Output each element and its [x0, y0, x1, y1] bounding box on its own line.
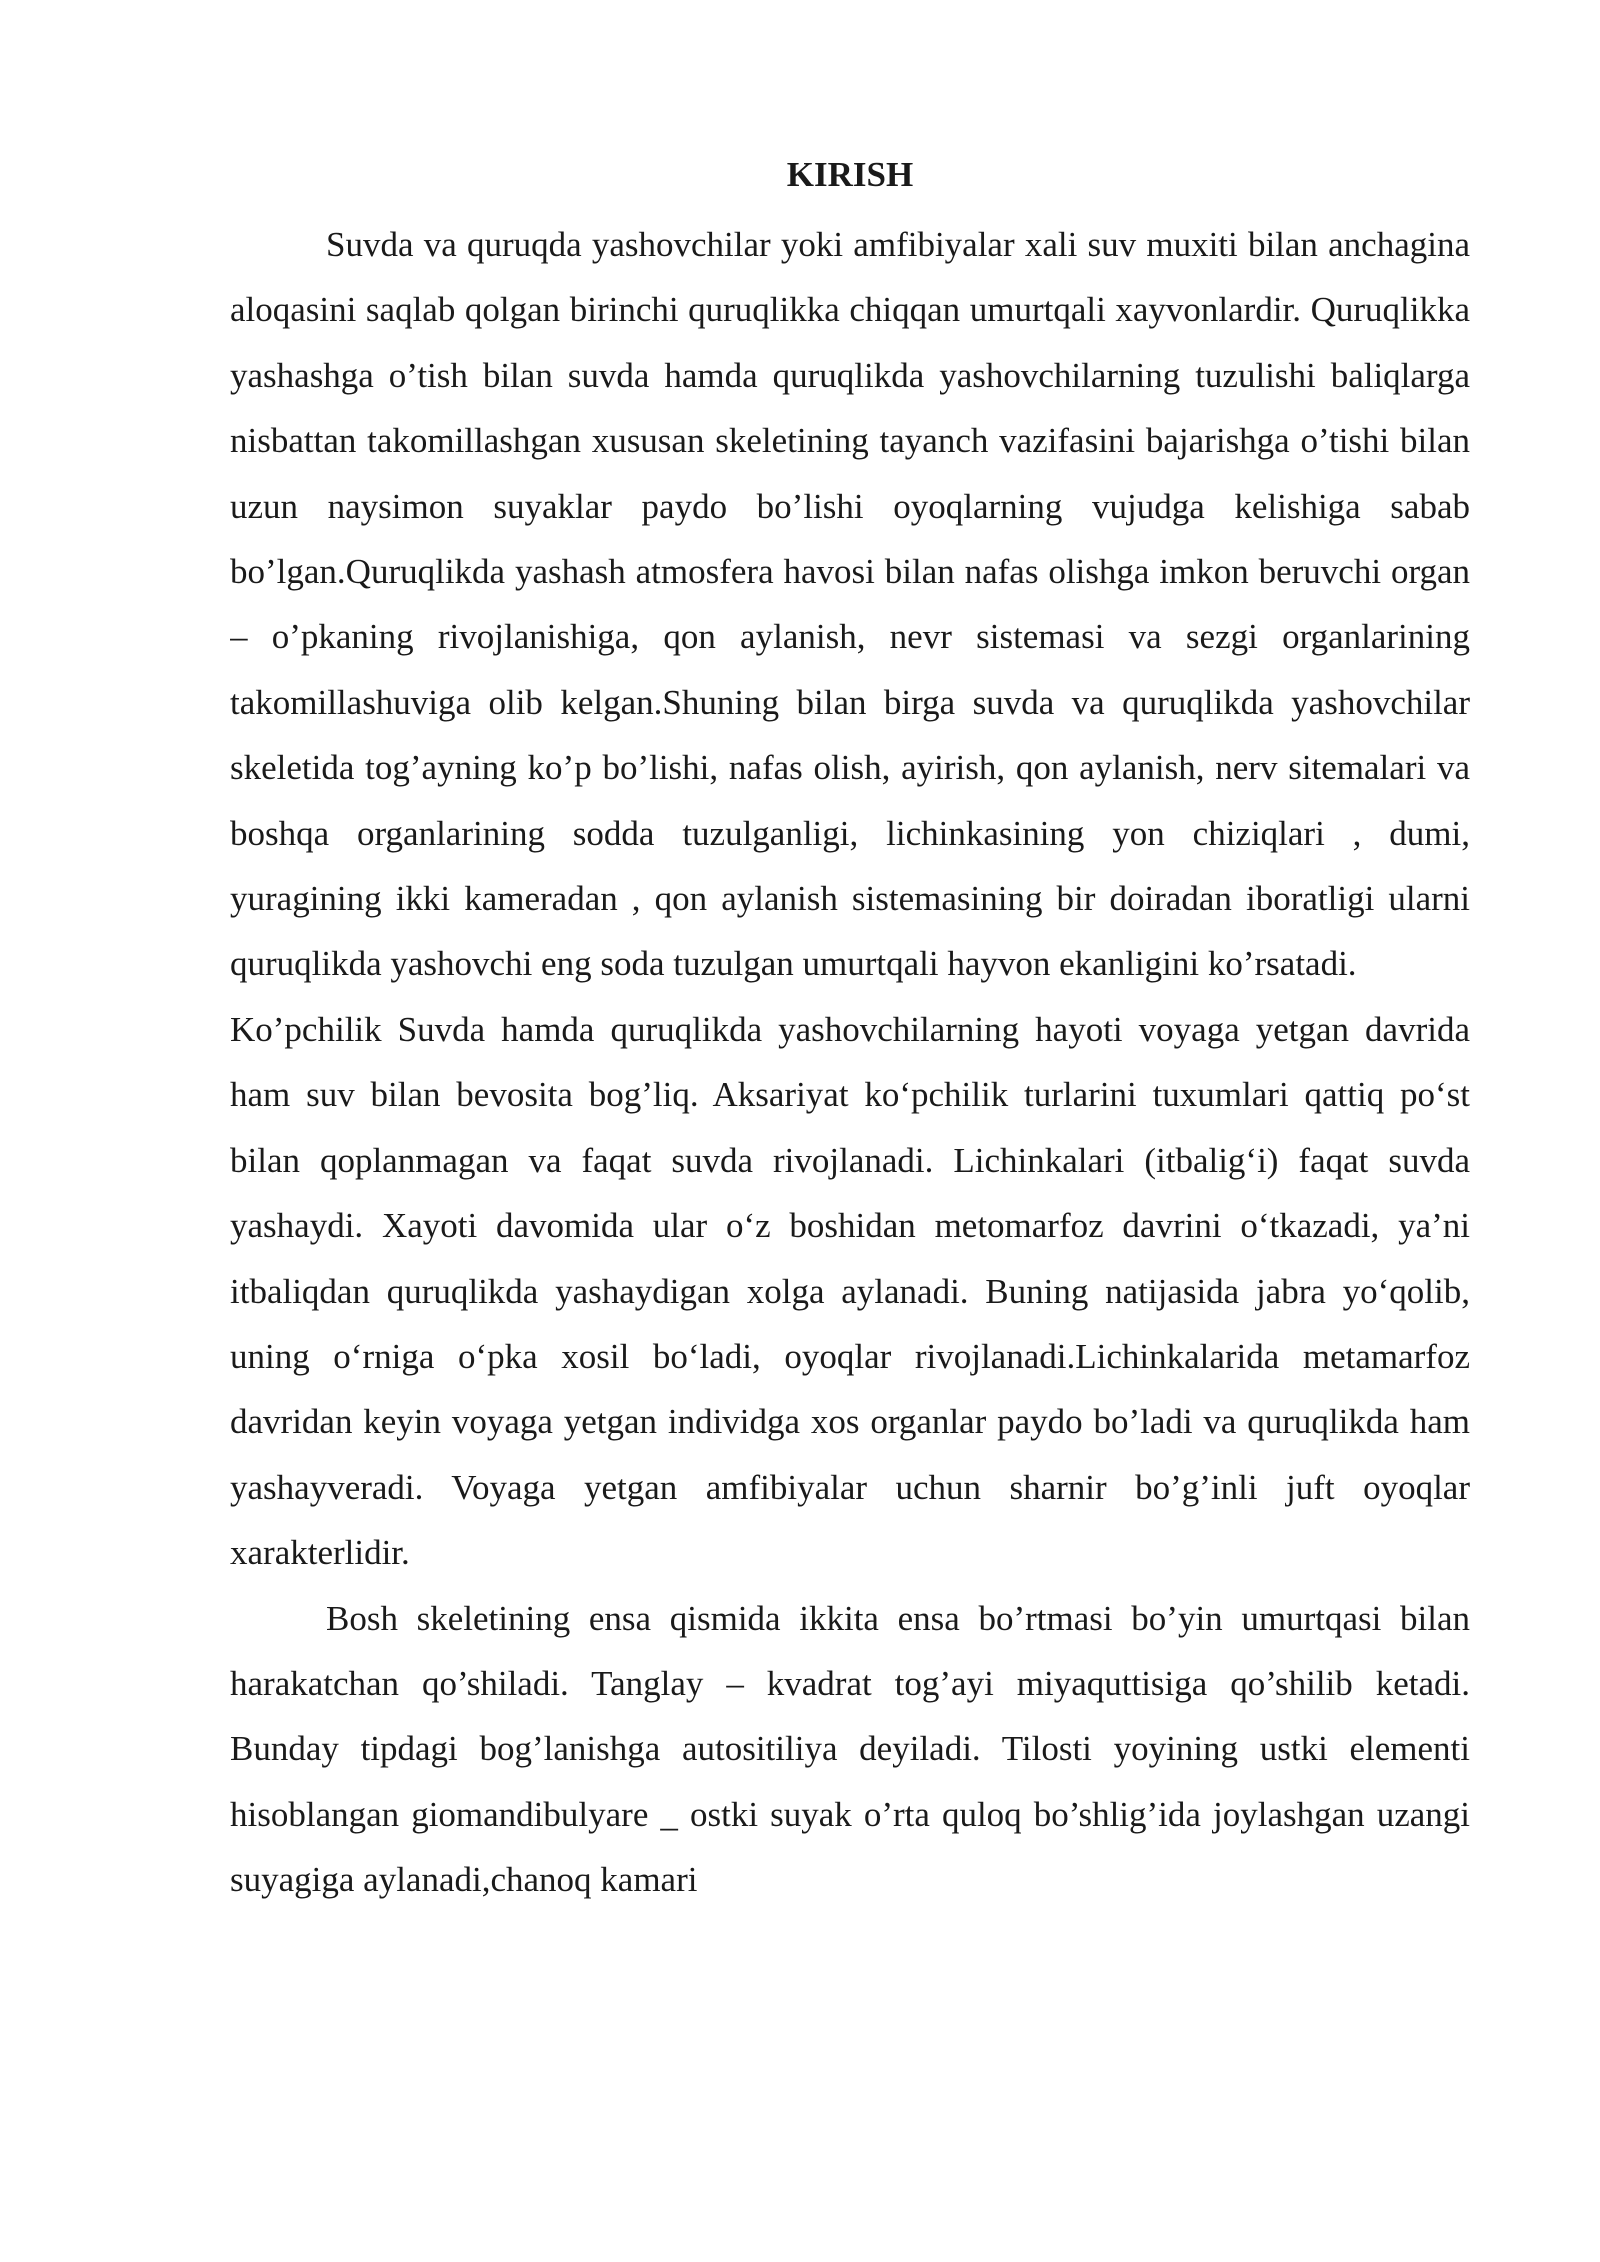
paragraph-skeleton: Bosh skeletining ensa qismida ikkita ensa bo’rtmasi bo’yin umurtqasi bilan harakatchan qo’shiladi. Tanglay – kvadrat tog’ayi miyaquttisiga qo’shilib ketadi. Bunday tipdagi bog’lanishga autositiliya deyiladi. Tilosti yoyining ustki elementi hisoblangan giomandibulyare _ ostki suyak o’rta quloq bo’shlig’ida joylashgan uzangi suyagiga aylanadi,chanoq kamari [230, 1598, 1470, 1900]
paragraph-intro: Suvda va quruqda yashovchilar yoki amfibiyalar xali suv muxiti bilan anchagina aloqasini saqlab qolgan birinchi quruqlikka chiqqan umurtqali xayvonlardir. Quruqlikka yashashga o’tish bilan suvda hamda quruqlikda yashovchilarning tuzulishi baliqlarga nisbattan takomillashgan xususan skeletining tayanch vazifasini bajarishga o’tishi bilan uzun naysimon suyaklar paydo bo’lishi oyoqlarning vujudga kelishiga sabab bo’lgan.Quruqlikda yashash atmosfera havosi bilan nafas olishga imkon beruvchi organ – o’pkaning rivojlanishiga, qon aylanish, nevr sistemasi va sezgi organlarining takomillashuviga olib kelgan.Shuning bilan birga suvda va quruqlikda yashovchilar skeletida tog’ayning ko’p bo’lishi, nafas olish, ayirish, qon aylanish, nerv sitemalari va boshqa organlarining sodda tuzulganligi, lichinkasining yon chiziqlari , dumi, yuragining ikki kameradan , qon aylanish sistemasining bir doiradan iboratligi ularni quruqlikda yashovchi eng soda tuzulgan umurtqali hayvon ekanligini ko’rsatadi. [230, 225, 1470, 984]
document-title: KIRISH [786, 155, 914, 194]
document-page [230, 148, 1470, 2198]
paragraph-lifecycle: Ko’pchilik Suvda hamda quruqlikda yashovchilarning hayoti voyaga yetgan davrida ham suv bilan bevosita bog’liq. Aksariyat ko‘pchilik turlarini tuxumlari qattiq po‘st bilan qoplanmagan va faqat suvda rivojlanadi. Lichinkalari (itbalig‘i) faqat suvda yashaydi. Xayoti davomida ular o‘z boshidan metomarfoz davrini o‘tkazadi, ya’ni itbaliqdan quruqlikda yashaydigan xolga aylanadi. Buning natijasida jabra yo‘qolib, uning o‘rniga o‘pka xosil bo‘ladi, oyoqlar rivojlanadi.Lichinkalarida metamarfoz davridan keyin voyaga yetgan individga xos organlar paydo bo’ladi va quruqlikda ham yashayveradi. Voyaga yetgan amfibiyalar uchun sharnir bo’g’inli juft oyoqlar xarakterlidir. [230, 1009, 1470, 1573]
